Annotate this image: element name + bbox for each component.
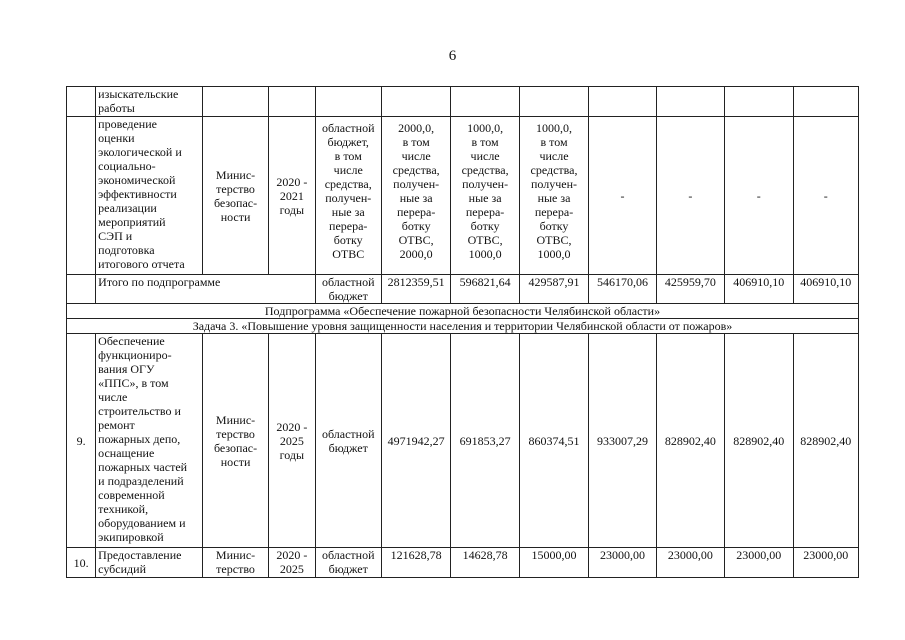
cell-2022: - bbox=[589, 117, 656, 275]
cell-years: 2020 - 2025 bbox=[269, 548, 315, 578]
cell-2022: 546170,06 bbox=[589, 275, 656, 304]
table-row bbox=[67, 548, 859, 578]
cell-2020: 14628,78 bbox=[451, 548, 519, 578]
cell-2022 bbox=[589, 87, 656, 117]
cell-num bbox=[67, 117, 96, 275]
cell-2024 bbox=[725, 87, 793, 117]
cell-2024: 23000,00 bbox=[725, 548, 793, 578]
cell-2023: 828902,40 bbox=[656, 334, 724, 548]
table-row bbox=[67, 87, 859, 117]
cell-2023: 23000,00 bbox=[656, 548, 724, 578]
subprogram-header: Подпрограмма «Обеспечение пожарной безопасности Челябинской области» bbox=[67, 304, 859, 319]
cell-total: 4971942,27 bbox=[381, 334, 450, 548]
cell-2025: 406910,10 bbox=[793, 275, 859, 304]
cell-2025 bbox=[793, 87, 859, 117]
cell-2020 bbox=[451, 87, 519, 117]
cell-description: проведение оценки экологической и социально- экономической эффективности реализации мероприятий СЭП и подготовка итогового отчета bbox=[96, 117, 203, 275]
cell-2025: 23000,00 bbox=[793, 548, 859, 578]
cell-source: областной бюджет bbox=[315, 275, 381, 304]
cell-years: 2020 - 2021 годы bbox=[269, 117, 315, 275]
cell-2025: 828902,40 bbox=[793, 334, 859, 548]
cell-2022: 933007,29 bbox=[589, 334, 656, 548]
cell-total: 121628,78 bbox=[381, 548, 450, 578]
cell-2021: 15000,00 bbox=[519, 548, 588, 578]
table-row bbox=[67, 319, 859, 334]
cell-source: областной бюджет, в том числе средства, получен- ные за перера- ботку ОТВС bbox=[315, 117, 381, 275]
cell-2023: - bbox=[656, 117, 724, 275]
cell-num: 9. bbox=[67, 334, 96, 548]
page-number: 6 bbox=[448, 48, 457, 64]
cell-description: изыскательские работы bbox=[96, 87, 203, 117]
table-row bbox=[67, 334, 859, 548]
cell-2021: 429587,91 bbox=[519, 275, 588, 304]
cell-num bbox=[67, 275, 96, 304]
cell-num bbox=[67, 87, 96, 117]
cell-executor bbox=[202, 87, 268, 117]
cell-source: областной бюджет bbox=[315, 334, 381, 548]
cell-2020: 1000,0, в том числе средства, получен- ные за перера- ботку ОТВС, 1000,0 bbox=[451, 117, 519, 275]
program-table bbox=[66, 86, 859, 578]
cell-total: 2812359,51 bbox=[381, 275, 450, 304]
cell-total bbox=[381, 87, 450, 117]
cell-num: 10. bbox=[67, 548, 96, 578]
cell-2025: - bbox=[793, 117, 859, 275]
cell-description: Предоставление субсидий bbox=[96, 548, 203, 578]
cell-2023 bbox=[656, 87, 724, 117]
cell-years bbox=[269, 87, 315, 117]
cell-2024: 828902,40 bbox=[725, 334, 793, 548]
cell-source bbox=[315, 87, 381, 117]
cell-2022: 23000,00 bbox=[589, 548, 656, 578]
cell-years: 2020 - 2025 годы bbox=[269, 334, 315, 548]
cell-2023: 425959,70 bbox=[656, 275, 724, 304]
cell-2020: 596821,64 bbox=[451, 275, 519, 304]
cell-description: Обеспечение функциониро- вания ОГУ «ППС», в том числе строительство и ремонт пожарных депо, оснащение пожарных частей и подразделений современной техникой, оборудованием и экипировкой bbox=[96, 334, 203, 548]
cell-2020: 691853,27 bbox=[451, 334, 519, 548]
cell-2021: 860374,51 bbox=[519, 334, 588, 548]
cell-executor: Минис- терство безопас- ности bbox=[202, 117, 268, 275]
cell-2021 bbox=[519, 87, 588, 117]
cell-executor: Минис- терство bbox=[202, 548, 268, 578]
task-header: Задача 3. «Повышение уровня защищенности населения и территории Челябинской области от пожаров» bbox=[67, 319, 859, 334]
table-row bbox=[67, 117, 859, 275]
cell-2024: 406910,10 bbox=[725, 275, 793, 304]
table-row bbox=[67, 275, 859, 304]
cell-executor: Минис- терство безопас- ности bbox=[202, 334, 268, 548]
cell-total: 2000,0, в том числе средства, получен- ные за перера- ботку ОТВС, 2000,0 bbox=[381, 117, 450, 275]
cell-2024: - bbox=[725, 117, 793, 275]
cell-2021: 1000,0, в том числе средства, получен- ные за перера- ботку ОТВС, 1000,0 bbox=[519, 117, 588, 275]
cell-subtotal-label: Итого по подпрограмме bbox=[96, 275, 315, 304]
table-row bbox=[67, 304, 859, 319]
cell-source: областной бюджет bbox=[315, 548, 381, 578]
